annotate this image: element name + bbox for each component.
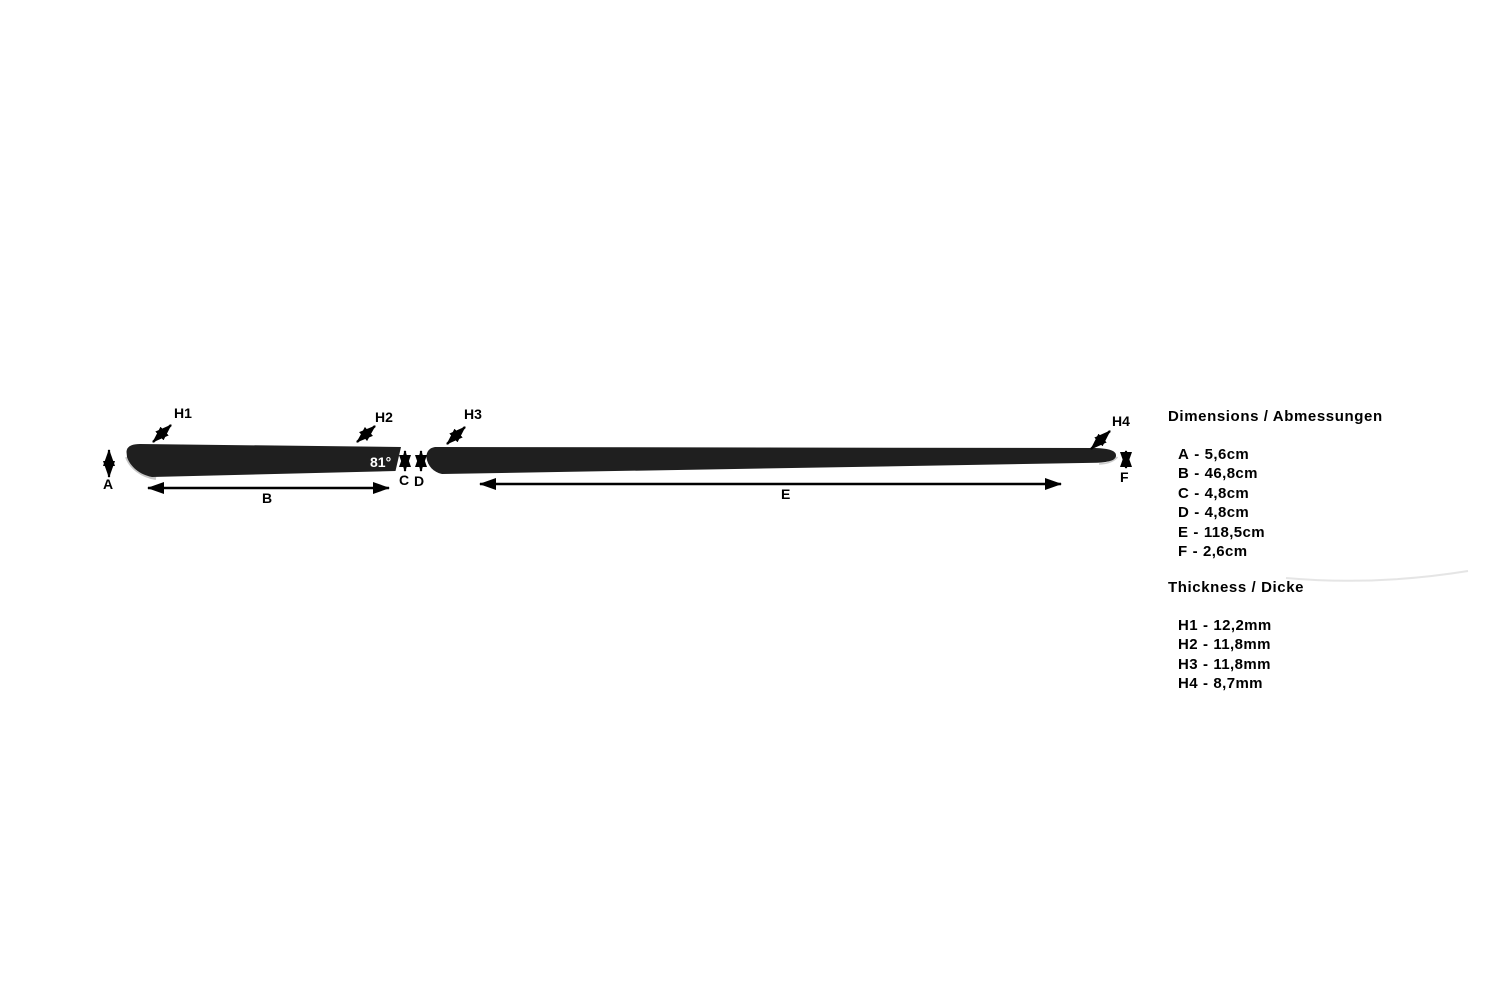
dimension-row — [1178, 484, 1383, 503]
thickness-title: Thickness / Dicke — [1168, 579, 1305, 596]
label-c: C — [399, 472, 410, 488]
thick-label: H4 — [1178, 675, 1198, 693]
thickness-arrow-h2 — [357, 426, 375, 442]
dim-separator: - — [1194, 504, 1200, 522]
thick-separator: - — [1202, 655, 1209, 673]
thick-value: 11,8mm — [1213, 655, 1271, 673]
dimensions-legend — [1168, 408, 1383, 561]
dim-label: B — [1178, 465, 1190, 483]
thick-label: H2 — [1178, 636, 1198, 654]
dimensions-rows — [1168, 445, 1383, 561]
thick-label: H3 — [1178, 655, 1198, 673]
dimension-row — [1178, 445, 1383, 464]
label-d: D — [414, 473, 425, 489]
label-h1: H1 — [174, 405, 192, 421]
thick-label: H1 — [1178, 617, 1198, 634]
thick-separator: - — [1202, 675, 1209, 693]
thick-separator: - — [1202, 617, 1209, 634]
thickness-rows — [1168, 616, 1304, 694]
dim-separator: - — [1192, 543, 1198, 561]
faint-artifact-line — [1286, 571, 1468, 581]
dim-separator: - — [1194, 484, 1200, 502]
dim-label: C — [1178, 484, 1190, 502]
dim-separator: - — [1194, 465, 1200, 483]
dim-value: 118,5cm — [1203, 523, 1266, 541]
dim-value: 2,6cm — [1202, 543, 1248, 561]
angle-label: 81° — [370, 454, 392, 470]
label-h4: H4 — [1112, 413, 1130, 429]
thick-value: 12,2mm — [1213, 617, 1272, 634]
thick-value: 8,7mm — [1213, 675, 1263, 693]
thick-value: 11,8mm — [1213, 636, 1271, 654]
thickness-arrow-h1 — [153, 425, 171, 442]
thick-separator: - — [1202, 636, 1209, 654]
label-h3: H3 — [464, 406, 482, 422]
dim-value: 5,6cm — [1204, 446, 1250, 463]
dim-value: 46,8cm — [1204, 465, 1258, 483]
label-e: E — [781, 486, 791, 502]
label-f: F — [1120, 469, 1129, 485]
thickness-arrow-h4 — [1091, 431, 1110, 449]
thickness-legend — [1168, 579, 1304, 694]
label-a: A — [103, 476, 114, 492]
thickness-row — [1178, 616, 1304, 635]
dim-label: F — [1178, 543, 1188, 561]
rear-molding-piece — [426, 447, 1116, 474]
dim-label: E — [1178, 523, 1189, 541]
dimension-row — [1178, 464, 1383, 483]
front-molding-piece — [127, 444, 402, 477]
thickness-row — [1178, 635, 1304, 654]
dim-label: A — [1178, 446, 1190, 463]
dim-value: 4,8cm — [1204, 504, 1250, 522]
dim-separator: - — [1194, 446, 1200, 463]
thickness-row — [1178, 674, 1304, 693]
dimension-row — [1178, 523, 1383, 542]
dimension-row — [1178, 542, 1383, 561]
dim-value: 4,8cm — [1204, 484, 1250, 502]
label-h2: H2 — [375, 409, 393, 425]
thickness-row — [1178, 655, 1304, 674]
dimension-row — [1178, 503, 1383, 522]
dimensions-title: Dimensions / Abmessungen — [1168, 408, 1383, 425]
dim-label: D — [1178, 504, 1190, 522]
dim-separator: - — [1193, 523, 1199, 541]
thickness-arrow-h3 — [447, 427, 465, 444]
label-b: B — [262, 490, 273, 506]
